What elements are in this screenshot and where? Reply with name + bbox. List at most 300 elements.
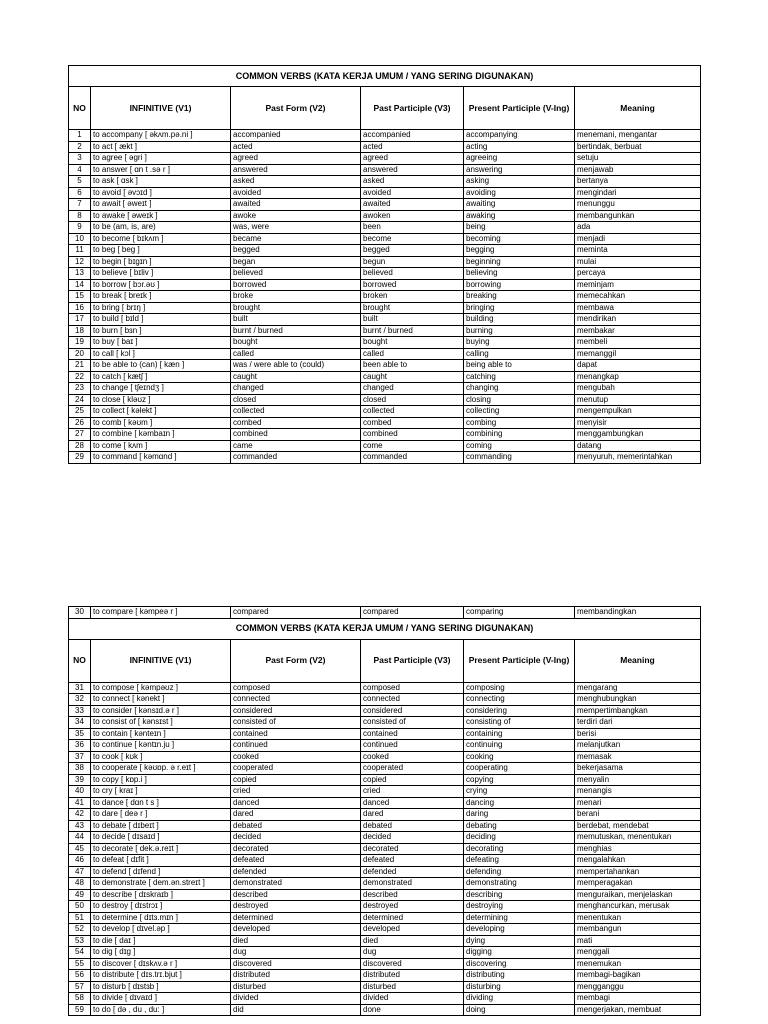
meaning-cell: menentukan	[575, 912, 701, 924]
meaning-cell: meminta	[575, 245, 701, 257]
table-row	[69, 222, 701, 234]
column-header-meaning: Meaning	[575, 87, 701, 130]
present-participle-cell: dancing	[464, 797, 575, 809]
table-row	[69, 728, 701, 740]
present-participle-cell: distributing	[464, 970, 575, 982]
meaning-cell: membakar	[575, 325, 701, 337]
past-participle-cell: bought	[361, 337, 464, 349]
past-form-cell: contained	[231, 728, 361, 740]
past-form-cell: answered	[231, 164, 361, 176]
infinitive-cell: to accompany [ əkʌm.pə.ni ]	[91, 130, 231, 142]
past-participle-cell: discovered	[361, 958, 464, 970]
infinitive-cell: to comb [ kəʊm ]	[91, 417, 231, 429]
row-number: 3	[69, 153, 91, 165]
past-form-cell: debated	[231, 820, 361, 832]
table-row	[69, 682, 701, 694]
row-number: 4	[69, 164, 91, 176]
present-participle-cell: cooking	[464, 751, 575, 763]
past-participle-cell: defended	[361, 866, 464, 878]
present-participle-cell: copying	[464, 774, 575, 786]
table-row	[69, 394, 701, 406]
table-row	[69, 774, 701, 786]
infinitive-cell: to become [ bɪkʌm ]	[91, 233, 231, 245]
table-row	[69, 279, 701, 291]
past-form-cell: compared	[231, 607, 361, 619]
past-form-cell: composed	[231, 682, 361, 694]
table-row	[69, 302, 701, 314]
table-row	[69, 199, 701, 211]
present-participle-cell: asking	[464, 176, 575, 188]
past-form-cell: collected	[231, 406, 361, 418]
past-participle-cell: combed	[361, 417, 464, 429]
table-row	[69, 763, 701, 775]
row-number: 6	[69, 187, 91, 199]
table-row	[69, 740, 701, 752]
table-row	[69, 176, 701, 188]
table-row	[69, 325, 701, 337]
past-participle-cell: become	[361, 233, 464, 245]
infinitive-cell: to call [ kɔl ]	[91, 348, 231, 360]
column-header-past-form: Past Form (V2)	[231, 87, 361, 130]
present-participle-cell: determining	[464, 912, 575, 924]
table-row	[69, 717, 701, 729]
row-number: 43	[69, 820, 91, 832]
table-row	[69, 314, 701, 326]
infinitive-cell: to discover [ dɪskʌv.ə r ]	[91, 958, 231, 970]
table-row	[69, 153, 701, 165]
past-participle-cell: divided	[361, 993, 464, 1005]
past-participle-cell: borrowed	[361, 279, 464, 291]
meaning-cell: menguraikan, menjelaskan	[575, 889, 701, 901]
past-form-cell: distributed	[231, 970, 361, 982]
past-form-cell: awaited	[231, 199, 361, 211]
past-form-cell: consisted of	[231, 717, 361, 729]
past-participle-cell: built	[361, 314, 464, 326]
present-participle-cell: closing	[464, 394, 575, 406]
past-form-cell: commanded	[231, 452, 361, 464]
meaning-cell: mengganggu	[575, 981, 701, 993]
infinitive-cell: to distribute [ dɪs.trɪ.bjut ]	[91, 970, 231, 982]
column-header-present-participle: Present Participle (V-Ing)	[464, 87, 575, 130]
present-participle-cell: daring	[464, 809, 575, 821]
table-row	[69, 705, 701, 717]
past-form-cell: continued	[231, 740, 361, 752]
infinitive-cell: to beg [ beg ]	[91, 245, 231, 257]
meaning-cell: datang	[575, 440, 701, 452]
past-form-cell: died	[231, 935, 361, 947]
infinitive-cell: to await [ əweɪt ]	[91, 199, 231, 211]
row-number: 47	[69, 866, 91, 878]
meaning-cell: memasak	[575, 751, 701, 763]
meaning-cell: mempertahankan	[575, 866, 701, 878]
past-participle-cell: defeated	[361, 855, 464, 867]
infinitive-cell: to catch [ kætʃ ]	[91, 371, 231, 383]
row-number: 19	[69, 337, 91, 349]
table-row	[69, 797, 701, 809]
verb-table	[68, 606, 701, 1016]
infinitive-cell: to dance [ dɑn t s ]	[91, 797, 231, 809]
meaning-cell: menjawab	[575, 164, 701, 176]
meaning-cell: menyalin	[575, 774, 701, 786]
present-participle-cell: dying	[464, 935, 575, 947]
past-participle-cell: begun	[361, 256, 464, 268]
table-row	[69, 210, 701, 222]
infinitive-cell: to dig [ dɪg ]	[91, 947, 231, 959]
infinitive-cell: to destroy [ dɪstrɔɪ ]	[91, 901, 231, 913]
table-row	[69, 912, 701, 924]
infinitive-cell: to continue [ kəntɪn.ju ]	[91, 740, 231, 752]
row-number: 26	[69, 417, 91, 429]
present-participle-cell: continuing	[464, 740, 575, 752]
meaning-cell: menghias	[575, 843, 701, 855]
infinitive-cell: to decide [ dɪsaɪd ]	[91, 832, 231, 844]
row-number: 25	[69, 406, 91, 418]
past-participle-cell: dared	[361, 809, 464, 821]
row-number: 1	[69, 130, 91, 142]
table-row	[69, 452, 701, 464]
meaning-cell: menyuruh, memerintahkan	[575, 452, 701, 464]
column-header-infinitive: INFINITIVE (V1)	[91, 639, 231, 682]
past-participle-cell: connected	[361, 694, 464, 706]
table-row	[69, 187, 701, 199]
row-number: 50	[69, 901, 91, 913]
past-form-cell: combined	[231, 429, 361, 441]
past-participle-cell: continued	[361, 740, 464, 752]
table-row	[69, 268, 701, 280]
meaning-cell: menutup	[575, 394, 701, 406]
past-participle-cell: danced	[361, 797, 464, 809]
present-participle-cell: cooperating	[464, 763, 575, 775]
past-participle-cell: awaited	[361, 199, 464, 211]
past-participle-cell: cried	[361, 786, 464, 798]
infinitive-cell: to compose [ kəmpəʊz ]	[91, 682, 231, 694]
past-form-cell: cried	[231, 786, 361, 798]
past-participle-cell: dug	[361, 947, 464, 959]
table-row	[69, 901, 701, 913]
meaning-cell: membeli	[575, 337, 701, 349]
meaning-cell: mendirikan	[575, 314, 701, 326]
present-participle-cell: collecting	[464, 406, 575, 418]
meaning-cell: terdiri dari	[575, 717, 701, 729]
meaning-cell: mengarang	[575, 682, 701, 694]
past-participle-cell: cooked	[361, 751, 464, 763]
past-form-cell: destroyed	[231, 901, 361, 913]
present-participle-cell: bringing	[464, 302, 575, 314]
past-participle-cell: distributed	[361, 970, 464, 982]
infinitive-cell: to build [ bɪld ]	[91, 314, 231, 326]
past-participle-cell: burnt / burned	[361, 325, 464, 337]
infinitive-cell: to do [ də , du , du: ]	[91, 1004, 231, 1016]
meaning-cell: memperagakan	[575, 878, 701, 890]
past-participle-cell: accompanied	[361, 130, 464, 142]
table-row	[69, 958, 701, 970]
infinitive-cell: to bring [ brɪŋ ]	[91, 302, 231, 314]
present-participle-cell: digging	[464, 947, 575, 959]
column-header-no: NO	[69, 87, 91, 130]
infinitive-cell: to be (am, is, are)	[91, 222, 231, 234]
present-participle-cell: crying	[464, 786, 575, 798]
table-row	[69, 855, 701, 867]
table-row	[69, 786, 701, 798]
past-form-cell: determined	[231, 912, 361, 924]
row-number: 9	[69, 222, 91, 234]
meaning-cell: mengindari	[575, 187, 701, 199]
past-participle-cell: described	[361, 889, 464, 901]
table-row	[69, 694, 701, 706]
present-participle-cell: discovering	[464, 958, 575, 970]
present-participle-cell: decorating	[464, 843, 575, 855]
present-participle-cell: defending	[464, 866, 575, 878]
infinitive-cell: to disturb [ dɪstɜb ]	[91, 981, 231, 993]
past-form-cell: began	[231, 256, 361, 268]
row-number: 42	[69, 809, 91, 821]
past-participle-cell: combined	[361, 429, 464, 441]
meaning-cell: memanggil	[575, 348, 701, 360]
verb-table	[68, 65, 701, 464]
infinitive-cell: to develop [ dɪvel.əp ]	[91, 924, 231, 936]
table-row	[69, 820, 701, 832]
infinitive-cell: to avoid [ əvɔɪd ]	[91, 187, 231, 199]
present-participle-cell: describing	[464, 889, 575, 901]
row-number: 18	[69, 325, 91, 337]
row-number: 44	[69, 832, 91, 844]
present-participle-cell: containing	[464, 728, 575, 740]
meaning-cell: berdebat, mendebat	[575, 820, 701, 832]
past-participle-cell: brought	[361, 302, 464, 314]
table-row	[69, 751, 701, 763]
row-number: 2	[69, 141, 91, 153]
row-number: 59	[69, 1004, 91, 1016]
meaning-cell: mulai	[575, 256, 701, 268]
past-form-cell: cooperated	[231, 763, 361, 775]
present-participle-cell: demonstrating	[464, 878, 575, 890]
row-number: 14	[69, 279, 91, 291]
row-number: 51	[69, 912, 91, 924]
row-number: 58	[69, 993, 91, 1005]
meaning-cell: menangis	[575, 786, 701, 798]
past-form-cell: was / were able to (could)	[231, 360, 361, 372]
present-participle-cell: combining	[464, 429, 575, 441]
infinitive-cell: to cry [ kraɪ ]	[91, 786, 231, 798]
row-number: 56	[69, 970, 91, 982]
present-participle-cell: calling	[464, 348, 575, 360]
present-participle-cell: acting	[464, 141, 575, 153]
past-form-cell: came	[231, 440, 361, 452]
past-form-cell: awoke	[231, 210, 361, 222]
past-participle-cell: composed	[361, 682, 464, 694]
table-row	[69, 360, 701, 372]
row-number: 29	[69, 452, 91, 464]
row-number: 55	[69, 958, 91, 970]
table-row	[69, 993, 701, 1005]
past-form-cell: danced	[231, 797, 361, 809]
row-number: 17	[69, 314, 91, 326]
past-form-cell: copied	[231, 774, 361, 786]
table-row	[69, 245, 701, 257]
past-participle-cell: believed	[361, 268, 464, 280]
past-form-cell: borrowed	[231, 279, 361, 291]
past-form-cell: called	[231, 348, 361, 360]
past-participle-cell: avoided	[361, 187, 464, 199]
infinitive-cell: to agree [ əgri ]	[91, 153, 231, 165]
present-participle-cell: dividing	[464, 993, 575, 1005]
infinitive-cell: to describe [ dɪskraɪb ]	[91, 889, 231, 901]
infinitive-cell: to collect [ kəlekt ]	[91, 406, 231, 418]
table-row	[69, 970, 701, 982]
present-participle-cell: considering	[464, 705, 575, 717]
row-number: 41	[69, 797, 91, 809]
infinitive-cell: to answer [ ɑn t .sə r ]	[91, 164, 231, 176]
table-row	[69, 164, 701, 176]
infinitive-cell: to change [ tʃeɪndʒ ]	[91, 383, 231, 395]
present-participle-cell: destroying	[464, 901, 575, 913]
past-form-cell: became	[231, 233, 361, 245]
verb-table-page-2	[68, 606, 700, 1016]
table-row	[69, 924, 701, 936]
table-row	[69, 981, 701, 993]
table-row	[69, 371, 701, 383]
past-participle-cell: answered	[361, 164, 464, 176]
meaning-cell: menggali	[575, 947, 701, 959]
present-participle-cell: borrowing	[464, 279, 575, 291]
row-number: 54	[69, 947, 91, 959]
infinitive-cell: to ask [ ɑsk ]	[91, 176, 231, 188]
present-participle-cell: coming	[464, 440, 575, 452]
meaning-cell: dapat	[575, 360, 701, 372]
past-participle-cell: caught	[361, 371, 464, 383]
past-participle-cell: copied	[361, 774, 464, 786]
past-form-cell: believed	[231, 268, 361, 280]
row-number: 52	[69, 924, 91, 936]
infinitive-cell: to consider [ kənsɪd.ə r ]	[91, 705, 231, 717]
row-number: 15	[69, 291, 91, 303]
past-form-cell: avoided	[231, 187, 361, 199]
past-participle-cell: commanded	[361, 452, 464, 464]
table-row	[69, 130, 701, 142]
past-participle-cell: compared	[361, 607, 464, 619]
infinitive-cell: to determine [ dɪtɜ.mɪn ]	[91, 912, 231, 924]
present-participle-cell: breaking	[464, 291, 575, 303]
past-form-cell: decorated	[231, 843, 361, 855]
table-row	[69, 866, 701, 878]
meaning-cell: menunggu	[575, 199, 701, 211]
past-form-cell: cooked	[231, 751, 361, 763]
present-participle-cell: combing	[464, 417, 575, 429]
table-row	[69, 233, 701, 245]
row-number: 37	[69, 751, 91, 763]
infinitive-cell: to believe [ bɪliv ]	[91, 268, 231, 280]
table-row	[69, 256, 701, 268]
past-form-cell: did	[231, 1004, 361, 1016]
infinitive-cell: to begin [ bɪgɪn ]	[91, 256, 231, 268]
present-participle-cell: changing	[464, 383, 575, 395]
row-number: 16	[69, 302, 91, 314]
present-participle-cell: believing	[464, 268, 575, 280]
past-form-cell: dug	[231, 947, 361, 959]
meaning-cell: bertindak, berbuat	[575, 141, 701, 153]
past-form-cell: decided	[231, 832, 361, 844]
present-participle-cell: defeating	[464, 855, 575, 867]
past-participle-cell: consisted of	[361, 717, 464, 729]
meaning-cell: melanjutkan	[575, 740, 701, 752]
meaning-cell: menyisir	[575, 417, 701, 429]
meaning-cell: menemukan	[575, 958, 701, 970]
row-number: 53	[69, 935, 91, 947]
past-participle-cell: contained	[361, 728, 464, 740]
row-number: 24	[69, 394, 91, 406]
row-number: 48	[69, 878, 91, 890]
present-participle-cell: agreeing	[464, 153, 575, 165]
past-participle-cell: considered	[361, 705, 464, 717]
row-number: 11	[69, 245, 91, 257]
past-participle-cell: destroyed	[361, 901, 464, 913]
infinitive-cell: to decorate [ dek.ə.reɪt ]	[91, 843, 231, 855]
past-form-cell: discovered	[231, 958, 361, 970]
past-form-cell: bought	[231, 337, 361, 349]
meaning-cell: meminjam	[575, 279, 701, 291]
infinitive-cell: to divide [ dɪvaɪd ]	[91, 993, 231, 1005]
table-row	[69, 348, 701, 360]
meaning-cell: menghubungkan	[575, 694, 701, 706]
past-participle-cell: agreed	[361, 153, 464, 165]
table-row	[69, 141, 701, 153]
row-number: 32	[69, 694, 91, 706]
table-row	[69, 935, 701, 947]
present-participle-cell: doing	[464, 1004, 575, 1016]
meaning-cell: membagi	[575, 993, 701, 1005]
meaning-cell: memecahkan	[575, 291, 701, 303]
infinitive-cell: to come [ kʌm ]	[91, 440, 231, 452]
table-row	[69, 406, 701, 418]
past-participle-cell: closed	[361, 394, 464, 406]
infinitive-cell: to buy [ baɪ ]	[91, 337, 231, 349]
past-form-cell: was, were	[231, 222, 361, 234]
present-participle-cell: burning	[464, 325, 575, 337]
infinitive-cell: to copy [ kɒp.i ]	[91, 774, 231, 786]
row-number: 5	[69, 176, 91, 188]
present-participle-cell: answering	[464, 164, 575, 176]
present-participle-cell: avoiding	[464, 187, 575, 199]
past-participle-cell: decorated	[361, 843, 464, 855]
row-number: 22	[69, 371, 91, 383]
past-form-cell: closed	[231, 394, 361, 406]
meaning-cell: membandingkan	[575, 607, 701, 619]
table-row	[69, 440, 701, 452]
meaning-cell: membagi-bagikan	[575, 970, 701, 982]
past-form-cell: agreed	[231, 153, 361, 165]
meaning-cell: membangun	[575, 924, 701, 936]
row-number: 27	[69, 429, 91, 441]
table-row	[69, 878, 701, 890]
present-participle-cell: buying	[464, 337, 575, 349]
meaning-cell: mengerjakan, membuat	[575, 1004, 701, 1016]
infinitive-cell: to combine [ kəmbaɪn ]	[91, 429, 231, 441]
meaning-cell: menangkap	[575, 371, 701, 383]
table-row	[69, 1004, 701, 1016]
row-number: 34	[69, 717, 91, 729]
row-number: 23	[69, 383, 91, 395]
infinitive-cell: to break [ breɪk ]	[91, 291, 231, 303]
infinitive-cell: to be able to (can) [ kæn ]	[91, 360, 231, 372]
row-number: 46	[69, 855, 91, 867]
row-number: 35	[69, 728, 91, 740]
present-participle-cell: consisting of	[464, 717, 575, 729]
past-form-cell: developed	[231, 924, 361, 936]
present-participle-cell: awaiting	[464, 199, 575, 211]
column-header-past-participle: Past Participle (V3)	[361, 87, 464, 130]
meaning-cell: setuju	[575, 153, 701, 165]
present-participle-cell: building	[464, 314, 575, 326]
